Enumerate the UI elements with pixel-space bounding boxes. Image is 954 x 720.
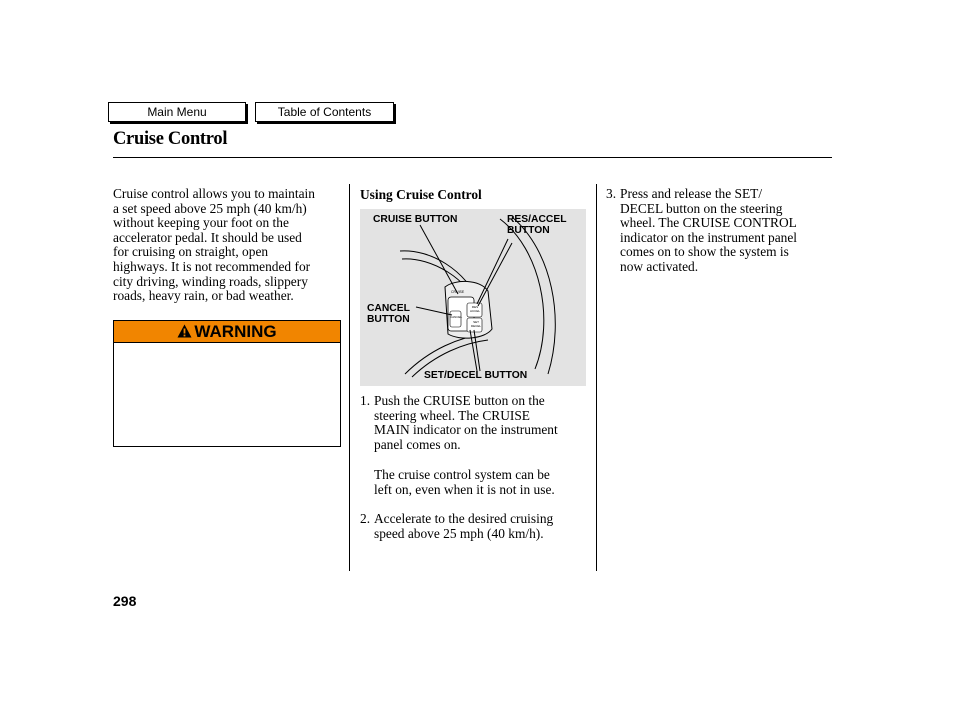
label-set-decel-button: SET/DECEL BUTTON bbox=[424, 370, 528, 381]
table-of-contents-button[interactable]: Table of Contents bbox=[255, 102, 394, 122]
column-divider-right bbox=[596, 184, 597, 571]
steering-wheel-figure bbox=[360, 209, 586, 386]
column-divider-left bbox=[349, 184, 350, 571]
warning-label: WARNING bbox=[194, 322, 277, 341]
switch-label-set-decel: SET DECEL bbox=[471, 320, 482, 328]
page-title: Cruise Control bbox=[113, 129, 228, 149]
label-cruise-button: CRUISE BUTTON bbox=[373, 214, 458, 225]
step-3-text: Press and release the SET/ DECEL button on the steering wheel. The CRUISE CONTROL indicator on the instrument panel comes on to show the system is now activated. bbox=[620, 186, 798, 274]
step-3: 3. Press and release the SET/ DECEL button on the steering wheel. The CRUISE CONTROL indicator on the instrument panel comes on to show the system is now activated. bbox=[606, 186, 798, 274]
warning-box bbox=[113, 320, 341, 447]
label-res-accel-button: RES/ACCEL BUTTON bbox=[507, 214, 567, 236]
step-1-text: Push the CRUISE button on the steering wheel. The CRUISE MAIN indicator on the instrument panel comes on. bbox=[374, 393, 558, 452]
switch-label-cancel: CANCEL bbox=[450, 315, 463, 319]
warning-triangle-icon bbox=[177, 324, 192, 338]
step-1: 1. Push the CRUISE button on the steering wheel. The CRUISE MAIN indicator on the instrument panel comes on. bbox=[360, 393, 558, 452]
switch-label-cruise: CRUISE bbox=[451, 290, 465, 294]
page-number: 298 bbox=[113, 593, 137, 609]
step-2: 2. Accelerate to the desired cruising speed above 25 mph (40 km/h). bbox=[360, 511, 554, 541]
intro-paragraph: Cruise control allows you to maintain a set speed above 25 mph (40 km/h) without keeping your foot on the accelerator pedal. It should be used for cruising on straight, open highways. It is not recommended for city driving, winding roads, slippery roads, heavy rain, or bad weather. bbox=[113, 186, 315, 304]
section-heading: Using Cruise Control bbox=[360, 187, 482, 202]
step-1-note: The cruise control system can be left on, even when it is not in use. bbox=[374, 467, 555, 497]
warning-header bbox=[114, 321, 340, 343]
step-2-text: Accelerate to the desired cruising speed above 25 mph (40 km/h). bbox=[374, 511, 554, 541]
switch-label-res-accel: RES ACCEL bbox=[470, 305, 481, 313]
main-menu-button[interactable]: Main Menu bbox=[108, 102, 246, 122]
title-divider bbox=[113, 157, 832, 158]
label-cancel-button: CANCEL BUTTON bbox=[367, 303, 410, 325]
